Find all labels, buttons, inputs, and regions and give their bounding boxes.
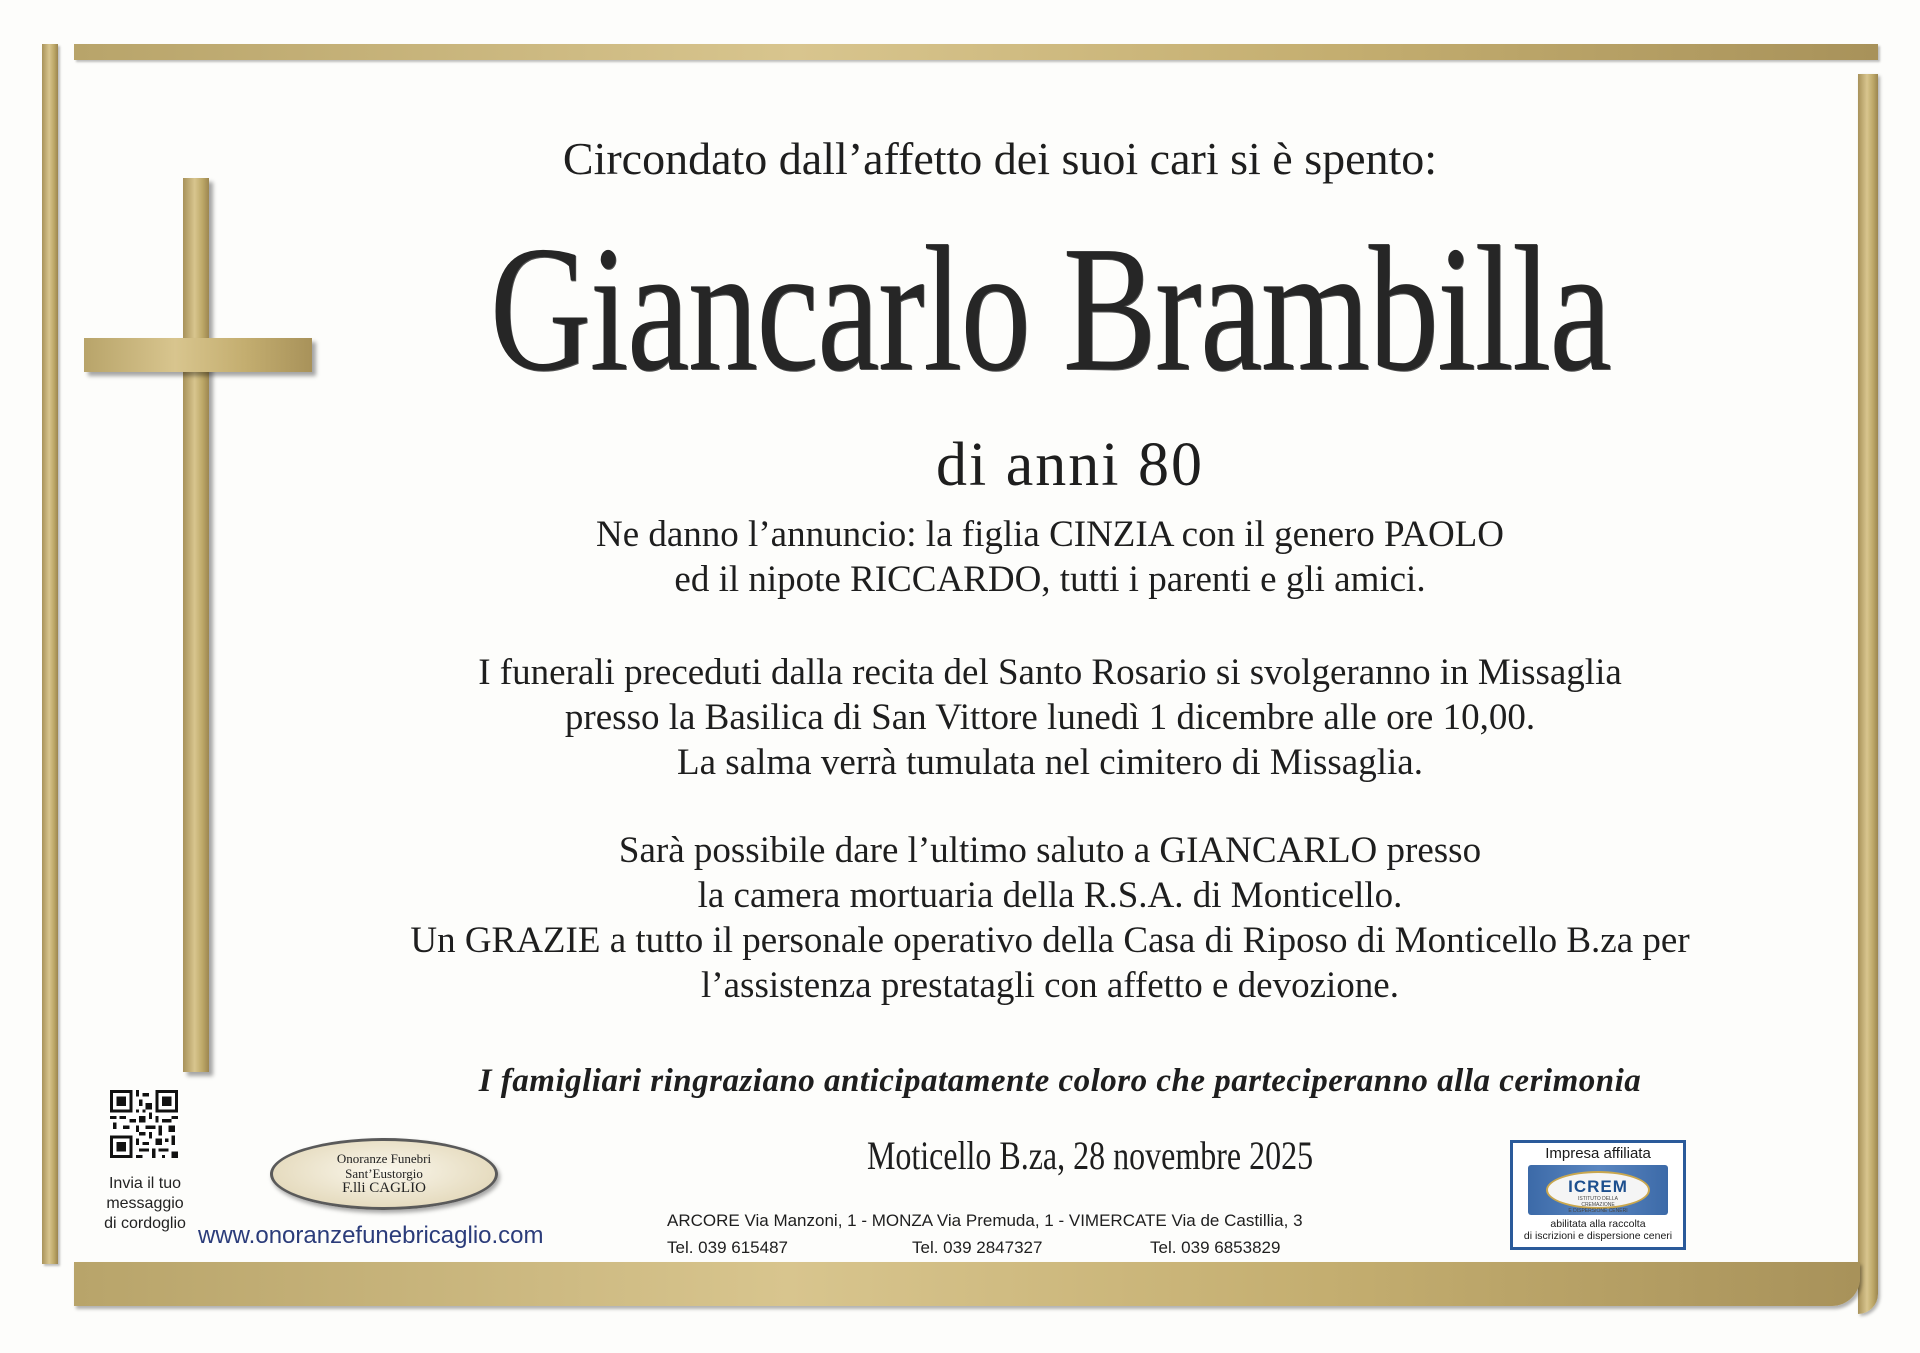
affiliate-caption-line: di iscrizioni e dispersione ceneri bbox=[1523, 1230, 1673, 1242]
farewell-line: Sarà possibile dare l’ultimo saluto a GIANCARLO presso bbox=[618, 830, 1482, 871]
funeral-paragraph bbox=[140, 650, 1920, 785]
farewell-line: l’assistenza prestatagli con affetto e devozione. bbox=[701, 965, 1399, 1006]
icrem-logo-word: ICREM bbox=[1568, 1177, 1628, 1196]
funeral-line: I funerali preceduti dalla recita del Santo Rosario si svolgeranno in Missaglia bbox=[478, 652, 1622, 693]
deceased-name: Giancarlo Brambilla bbox=[489, 209, 1611, 408]
phone-vimercate: Tel. 039 6853829 bbox=[1150, 1238, 1281, 1257]
agency-logo bbox=[270, 1138, 498, 1210]
phone-arcore: Tel. 039 615487 bbox=[667, 1238, 788, 1257]
phone-monza: Tel. 039 2847327 bbox=[912, 1238, 1043, 1257]
agency-logo-line: Sant’Eustorgio bbox=[345, 1166, 423, 1181]
qr-caption-line: messaggio bbox=[106, 1195, 184, 1212]
frame-bottom-border bbox=[74, 1262, 1860, 1306]
notice-intro: Circondato dall’affetto dei suoi cari si è spento: bbox=[562, 133, 1438, 184]
funeral-line: presso la Basilica di San Vittore lunedì 1 dicembre alle ore 10,00. bbox=[564, 697, 1536, 738]
affiliate-caption-line: abilitata alla raccolta bbox=[1550, 1218, 1646, 1230]
qr-caption-line: Invia il tuo bbox=[108, 1175, 182, 1192]
icrem-logo-subtitle bbox=[1548, 1196, 1648, 1214]
agency-logo-line: F.lli CAGLIO bbox=[342, 1180, 426, 1196]
deceased-age: di anni 80 bbox=[936, 431, 1204, 499]
frame-left-border bbox=[42, 44, 58, 1264]
farewell-line: Un GRAZIE a tutto il personale operativo della Casa di Riposo di Monticello B.za per bbox=[410, 920, 1690, 961]
qr-caption-line: di cordoglio bbox=[104, 1215, 186, 1232]
agency-website-link[interactable]: www.onoranzefunebricaglio.com bbox=[198, 1222, 544, 1249]
funeral-line: La salma verrà tumulata nel cimitero di Missaglia. bbox=[677, 742, 1423, 783]
icrem-sub-line: E DISPERSIONE CENERI bbox=[1568, 1208, 1628, 1214]
agency-addresses: ARCORE Via Manzoni, 1 - MONZA Via Premuda, 1 - VIMERCATE Via de Castillia, 3 bbox=[667, 1211, 1303, 1230]
frame-top-border bbox=[74, 44, 1878, 60]
announcement-line: ed il nipote RICCARDO, tutti i parenti e gli amici. bbox=[674, 559, 1426, 600]
icrem-sub-line: ISTITUTO DELLA bbox=[1578, 1196, 1618, 1202]
affiliate-title: Impresa affiliata bbox=[1545, 1145, 1651, 1162]
announcement-line: Ne danno l’annuncio: la figlia CINZIA con il genero PAOLO bbox=[595, 514, 1505, 555]
icrem-sub-line: CREMAZIONE bbox=[1581, 1202, 1615, 1208]
affiliate-caption bbox=[1513, 1218, 1683, 1242]
family-thanks: I famigliari ringraziano anticipatamente coloro che parteciperanno alla cerimonia bbox=[478, 1063, 1642, 1099]
qr-caption bbox=[90, 1174, 200, 1234]
farewell-line: la camera mortuaria della R.S.A. di Monticello. bbox=[697, 875, 1403, 916]
affiliate-badge bbox=[1510, 1140, 1686, 1250]
place-date: Moticello B.za, 28 novembre 2025 bbox=[866, 1133, 1314, 1178]
farewell-paragraph bbox=[140, 828, 1920, 1008]
icrem-logo-icon bbox=[1528, 1165, 1668, 1215]
icrem-logo-oval bbox=[1546, 1171, 1650, 1214]
cross-icon-crossbar bbox=[84, 338, 312, 372]
qr-code-icon[interactable] bbox=[110, 1090, 178, 1158]
announcement-paragraph bbox=[140, 512, 1920, 602]
agency-logo-line: Onoranze Funebri bbox=[336, 1151, 432, 1166]
